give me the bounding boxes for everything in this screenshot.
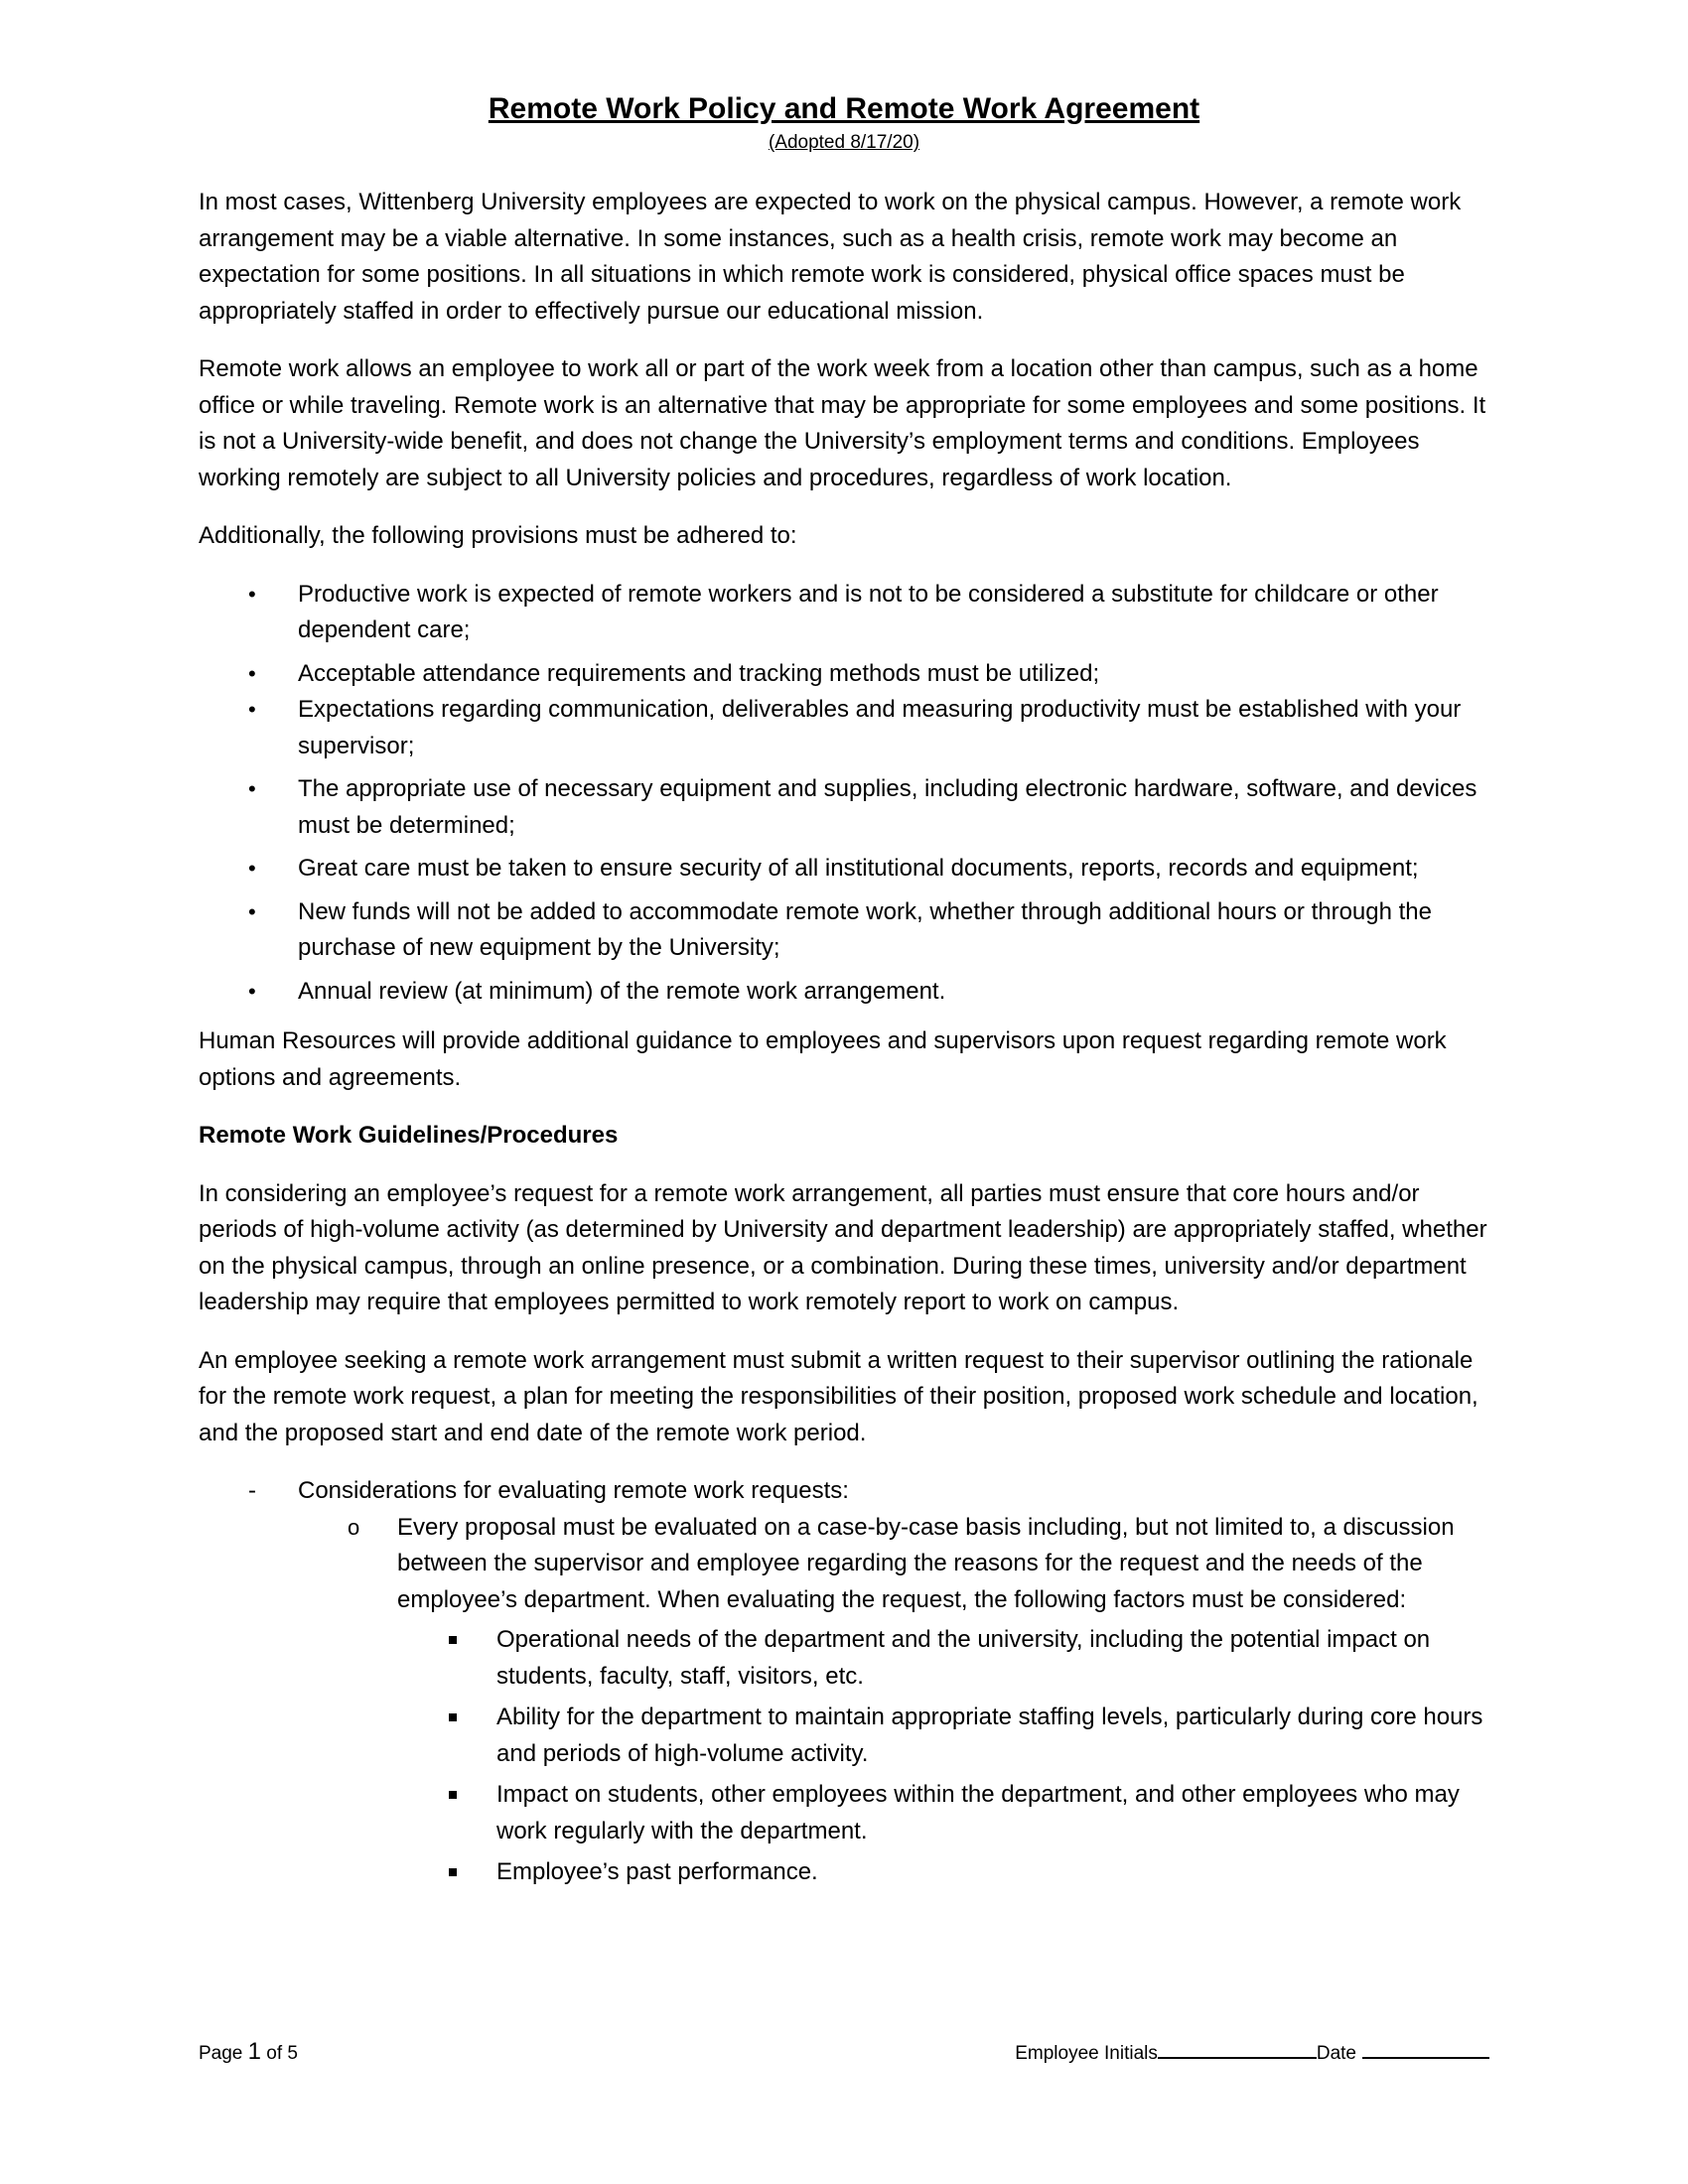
guidelines-heading: Remote Work Guidelines/Procedures (199, 1122, 619, 1149)
date-field[interactable] (1362, 2037, 1489, 2059)
bullet-icon: • (248, 660, 256, 686)
square-bullet-icon (449, 1791, 457, 1799)
bullet-icon: • (248, 898, 256, 924)
factor-item: Impact on students, other employees within the department, and other employees who may work regularly with the department. (199, 1777, 1489, 1849)
initials-date-line (1015, 2037, 1489, 2069)
document-page (199, 89, 1489, 1896)
provisions-intro: Additionally, the following provisions must be adhered to: (199, 522, 797, 549)
list-item: • Productive work is expected of remote workers and is not to be considered a substitute for childcare or other dependent care; (199, 577, 1489, 649)
square-bullet-icon (449, 1636, 457, 1644)
adopted-date: (Adopted 8/17/20) (768, 132, 920, 153)
bullet-icon: • (248, 856, 256, 881)
definition-paragraph: Remote work allows an employee to work all or part of the work week from a location other than campus, such as a home office or while traveling. Remote work is an alternative that may be appropriate for some employees and some positions. It is not a University-wide benefit, and does not change the University’s employment terms and conditions. Employees working remotely are subject to all University policies and procedures, regardless of work location. (199, 355, 1486, 491)
list-item: • New funds will not be added to accommodate remote work, whether through additional hours or through the purchase of new equipment by the University; (199, 894, 1489, 967)
factor-item: Employee’s past performance. (199, 1854, 1489, 1891)
bullet-icon: • (248, 697, 256, 722)
page-footer (199, 2037, 1489, 2067)
page-number: Page 1 of 5 (199, 2038, 298, 2065)
bullet-icon: • (248, 978, 256, 1004)
considerations-label: Considerations for evaluating remote work requests: (298, 1477, 849, 1504)
square-bullet-icon (449, 1868, 457, 1876)
evaluation-item (199, 1510, 1489, 1619)
hr-paragraph: Human Resources will provide additional guidance to employees and supervisors upon request regarding remote work options and agreements. (199, 1027, 1447, 1091)
bullet-icon: • (248, 581, 256, 607)
document-title: Remote Work Policy and Remote Work Agreement (488, 92, 1200, 125)
list-item: • Acceptable attendance requirements and tracking methods must be utilized; (199, 656, 1489, 693)
bullet-icon: • (248, 776, 256, 801)
date-label: Date (1316, 2043, 1356, 2064)
factor-item: Operational needs of the department and the university, including the potential impact on students, faculty, staff, visitors, etc. (199, 1622, 1489, 1695)
dash-icon: - (248, 1477, 256, 1504)
square-bullet-icon (449, 1713, 457, 1721)
provisions-list (199, 577, 1489, 1011)
initials-label: Employee Initials (1015, 2043, 1158, 2064)
list-item: • Great care must be taken to ensure security of all institutional documents, reports, records and equipment; (199, 851, 1489, 887)
factor-item: Ability for the department to maintain appropriate staffing levels, particularly during core hours and periods of high-volume activity. (199, 1700, 1489, 1772)
initials-field[interactable] (1158, 2037, 1317, 2059)
guidelines-paragraph: In considering an employee’s request for a remote work arrangement, all parties must ensure that core hours and/or periods of high-volume activity (as determined by University and department leadership) are appropriately staffed, whether on the physical campus, through an online presence, or a combination. During these times, university and/or department leadership may require that employees permitted to work remotely report to work on campus. (199, 1179, 1487, 1315)
request-paragraph: An employee seeking a remote work arrangement must submit a written request to their supervisor outlining the rationale for the remote work request, a plan for meeting the responsibilities of their position, proposed work schedule and location, and the proposed start and end date of the remote work period. (199, 1346, 1478, 1446)
list-item: • Annual review (at minimum) of the remote work arrangement. (199, 974, 1489, 1011)
list-item: • Expectations regarding communication, deliverables and measuring productivity must be established with your supervisor; (199, 692, 1489, 764)
circle-bullet-icon: o (348, 1514, 360, 1540)
considerations-item (199, 1473, 1489, 1510)
intro-paragraph: In most cases, Wittenberg University employees are expected to work on the physical campus. However, a remote work arrangement may be a viable alternative. In some instances, such as a health crisis, remote work may become an expectation for some positions. In all situations in which remote work is considered, physical office spaces must be appropriately staffed in order to effectively pursue our educational mission. (199, 189, 1462, 325)
evaluation-text: Every proposal must be evaluated on a case-by-case basis including, but not limited to, a discussion between the supervisor and employee regarding the reasons for the request and the needs of the employee’s department. When evaluating the request, the following factors must be considered: (397, 1513, 1455, 1613)
list-item: • The appropriate use of necessary equipment and supplies, including electronic hardware, software, and devices must be determined; (199, 771, 1489, 844)
